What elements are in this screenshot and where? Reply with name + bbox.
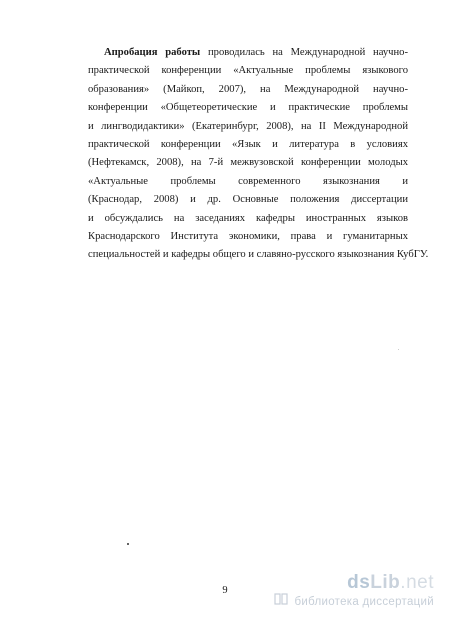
book-icon <box>274 592 288 606</box>
paragraph-last-line: специальностей и кафедры общего и славяно-русского языкознания КубГУ. <box>88 249 429 261</box>
watermark-caption: библиотека диссертаций <box>294 596 434 608</box>
paragraph-first-rest: проводилась на Международной научно- <box>207 47 408 58</box>
watermark-brand <box>347 572 434 594</box>
paragraph-line: (Краснодар, 2008) и др. Основные положения диссертации <box>88 194 408 206</box>
paragraph-line: практической конференции «Язык и литература в условиях <box>88 138 408 150</box>
paragraph-line <box>88 44 408 62</box>
scan-speck <box>127 543 129 545</box>
watermark-brand-ds: ds <box>347 572 371 593</box>
paragraph-line: Краснодарского Института экономики, права и гуманитарных <box>88 230 408 242</box>
body-paragraph <box>88 44 429 265</box>
paragraph-line: конференции «Общетеоретические и практические проблемы <box>88 102 408 114</box>
watermark-brand-lib: Lib <box>370 572 401 593</box>
watermark <box>268 572 438 614</box>
paragraph-line: и лингводидактики» (Екатеринбург, 2008), на II Международной <box>88 120 408 132</box>
paragraph-line: и обсуждались на заседаниях кафедры иностранных языков <box>88 212 408 224</box>
paragraph-line: практической конференции «Актуальные проблемы языкового <box>88 65 408 77</box>
paragraph-line: образования» (Майкоп, 2007), на Международной научно- <box>88 83 408 95</box>
paragraph-line: (Нефтекамск, 2008), на 7-й межвузовской конференции молодых <box>88 157 408 169</box>
paragraph-lead: Апробация работы <box>104 47 201 58</box>
paragraph-line: «Актуальные проблемы современного языкознания и <box>88 175 408 187</box>
page-number: 9 <box>222 585 228 596</box>
watermark-brand-net: .net <box>400 572 434 593</box>
scan-speck <box>398 349 399 350</box>
